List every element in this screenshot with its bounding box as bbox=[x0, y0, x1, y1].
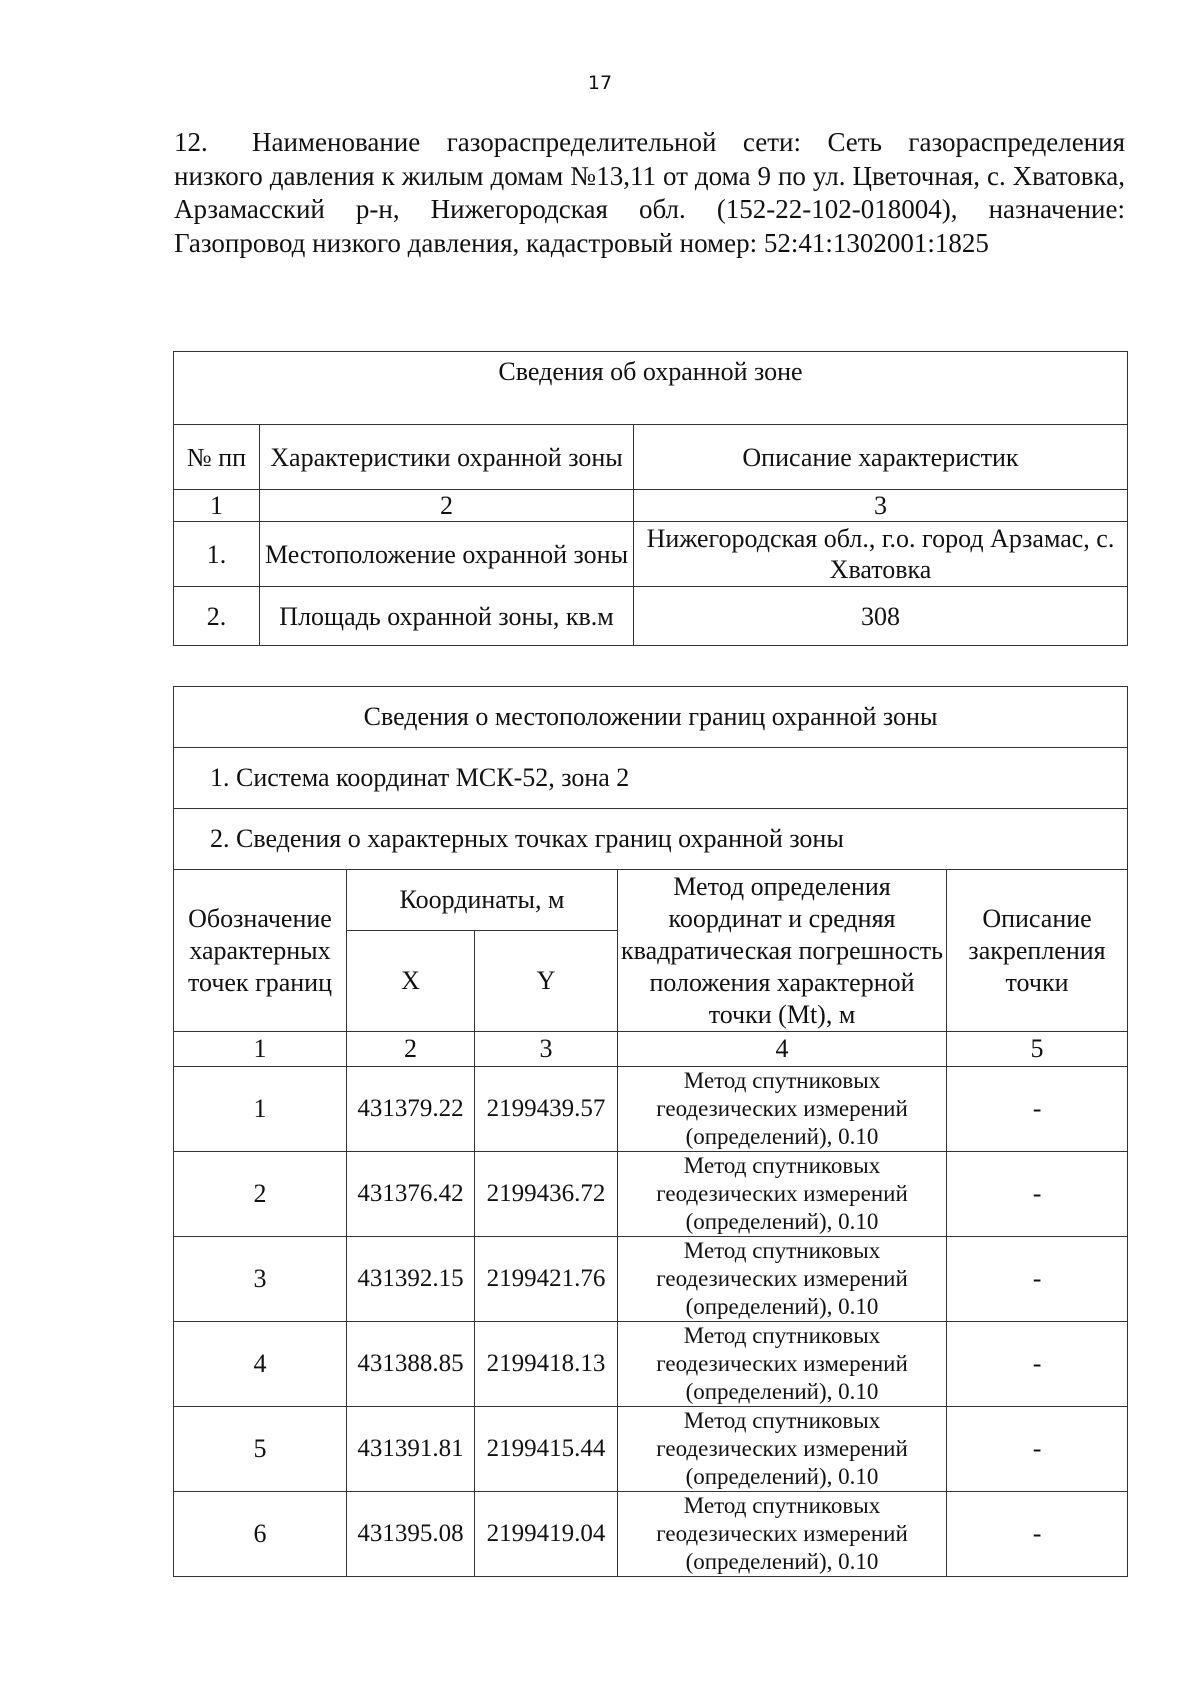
point-id: 3 bbox=[174, 1237, 347, 1322]
point-id: 5 bbox=[174, 1407, 347, 1492]
bounds-col-number: 1 bbox=[174, 1032, 347, 1067]
table-row bbox=[174, 587, 1128, 646]
zone-row-value: Нижегородская обл., г.о. город Арзамас, с. Хватовка bbox=[634, 522, 1128, 587]
point-fixing: - bbox=[947, 1152, 1128, 1237]
point-id: 4 bbox=[174, 1322, 347, 1407]
point-fixing: - bbox=[947, 1237, 1128, 1322]
point-x: 431388.85 bbox=[347, 1322, 475, 1407]
zone-row-name: Площадь охранной зоны, кв.м bbox=[260, 587, 634, 646]
point-method: Метод спутниковых геодезических измерений (определений), 0.10 bbox=[618, 1492, 947, 1577]
point-x: 431392.15 bbox=[347, 1237, 475, 1322]
zone-row-number: 2. bbox=[174, 587, 260, 646]
section-text: Наименование газораспределительной сети: Сеть газораспределения низкого давления к жилым домам №13,11 от дома 9 по ул. Цветочная, с. Хватовка, Арзамасский р-н, Нижегородская обл. (152-22-102-018004), назначение: Газопровод низкого давления, кадастровый номер: 52:41:1302001:1825 bbox=[174, 127, 1125, 258]
zone-table-title: Сведения об охранной зоне bbox=[174, 352, 1128, 425]
table-row bbox=[174, 1492, 1128, 1577]
page-number: 17 bbox=[587, 72, 613, 94]
point-y: 2199415.44 bbox=[475, 1407, 618, 1492]
bounds-col-number: 3 bbox=[475, 1032, 618, 1067]
point-method: Метод спутниковых геодезических измерений (определений), 0.10 bbox=[618, 1237, 947, 1322]
point-y: 2199421.76 bbox=[475, 1237, 618, 1322]
header-designation: Обозначение характерных точек границ bbox=[174, 870, 347, 1032]
point-fixing: - bbox=[947, 1067, 1128, 1152]
point-x: 431376.42 bbox=[347, 1152, 475, 1237]
zone-row-value: 308 bbox=[634, 587, 1128, 646]
zone-row-name: Местоположение охранной зоны bbox=[260, 522, 634, 587]
protection-zone-table bbox=[173, 351, 1128, 646]
point-method: Метод спутниковых геодезических измерений (определений), 0.10 bbox=[618, 1152, 947, 1237]
zone-header-characteristics: Характеристики охранной зоны bbox=[260, 425, 634, 490]
zone-row-number: 1. bbox=[174, 522, 260, 587]
bounds-col-number: 2 bbox=[347, 1032, 475, 1067]
zone-col-number: 1 bbox=[174, 490, 260, 522]
point-y: 2199439.57 bbox=[475, 1067, 618, 1152]
header-coordinates: Координаты, м bbox=[347, 870, 618, 931]
bounds-col-number: 4 bbox=[618, 1032, 947, 1067]
point-fixing: - bbox=[947, 1492, 1128, 1577]
point-id: 1 bbox=[174, 1067, 347, 1152]
header-y: Y bbox=[475, 931, 618, 1032]
header-x: X bbox=[347, 931, 475, 1032]
bounds-col-number: 5 bbox=[947, 1032, 1128, 1067]
point-method: Метод спутниковых геодезических измерений (определений), 0.10 bbox=[618, 1407, 947, 1492]
point-method: Метод спутниковых геодезических измерений (определений), 0.10 bbox=[618, 1067, 947, 1152]
point-y: 2199419.04 bbox=[475, 1492, 618, 1577]
point-x: 431379.22 bbox=[347, 1067, 475, 1152]
table-row bbox=[174, 1407, 1128, 1492]
point-method: Метод спутниковых геодезических измерений (определений), 0.10 bbox=[618, 1322, 947, 1407]
point-id: 6 bbox=[174, 1492, 347, 1577]
point-y: 2199436.72 bbox=[475, 1152, 618, 1237]
point-x: 431395.08 bbox=[347, 1492, 475, 1577]
table-row bbox=[174, 1322, 1128, 1407]
point-id: 2 bbox=[174, 1152, 347, 1237]
zone-col-number: 2 bbox=[260, 490, 634, 522]
table-row bbox=[174, 1152, 1128, 1237]
table-row bbox=[174, 1237, 1128, 1322]
zone-header-description: Описание характеристик bbox=[634, 425, 1128, 490]
header-method: Метод определения координат и средняя квадратическая погрешность положения характерной точки (Mt), м bbox=[618, 870, 947, 1032]
boundary-points-table bbox=[173, 686, 1128, 1577]
point-fixing: - bbox=[947, 1407, 1128, 1492]
point-x: 431391.81 bbox=[347, 1407, 475, 1492]
table-row bbox=[174, 1067, 1128, 1152]
section-number: 12. bbox=[174, 127, 208, 157]
zone-header-number: № пп bbox=[174, 425, 260, 490]
section-heading bbox=[174, 126, 1125, 260]
header-fixing: Описание закрепления точки bbox=[947, 870, 1128, 1032]
point-fixing: - bbox=[947, 1322, 1128, 1407]
points-section-title: 2. Сведения о характерных точках границ охранной зоны bbox=[174, 809, 1128, 870]
bounds-table-title: Сведения о местоположении границ охранной зоны bbox=[174, 687, 1128, 748]
coordinate-system: 1. Система координат МСК-52, зона 2 bbox=[174, 748, 1128, 809]
point-y: 2199418.13 bbox=[475, 1322, 618, 1407]
zone-col-number: 3 bbox=[634, 490, 1128, 522]
table-row bbox=[174, 522, 1128, 587]
